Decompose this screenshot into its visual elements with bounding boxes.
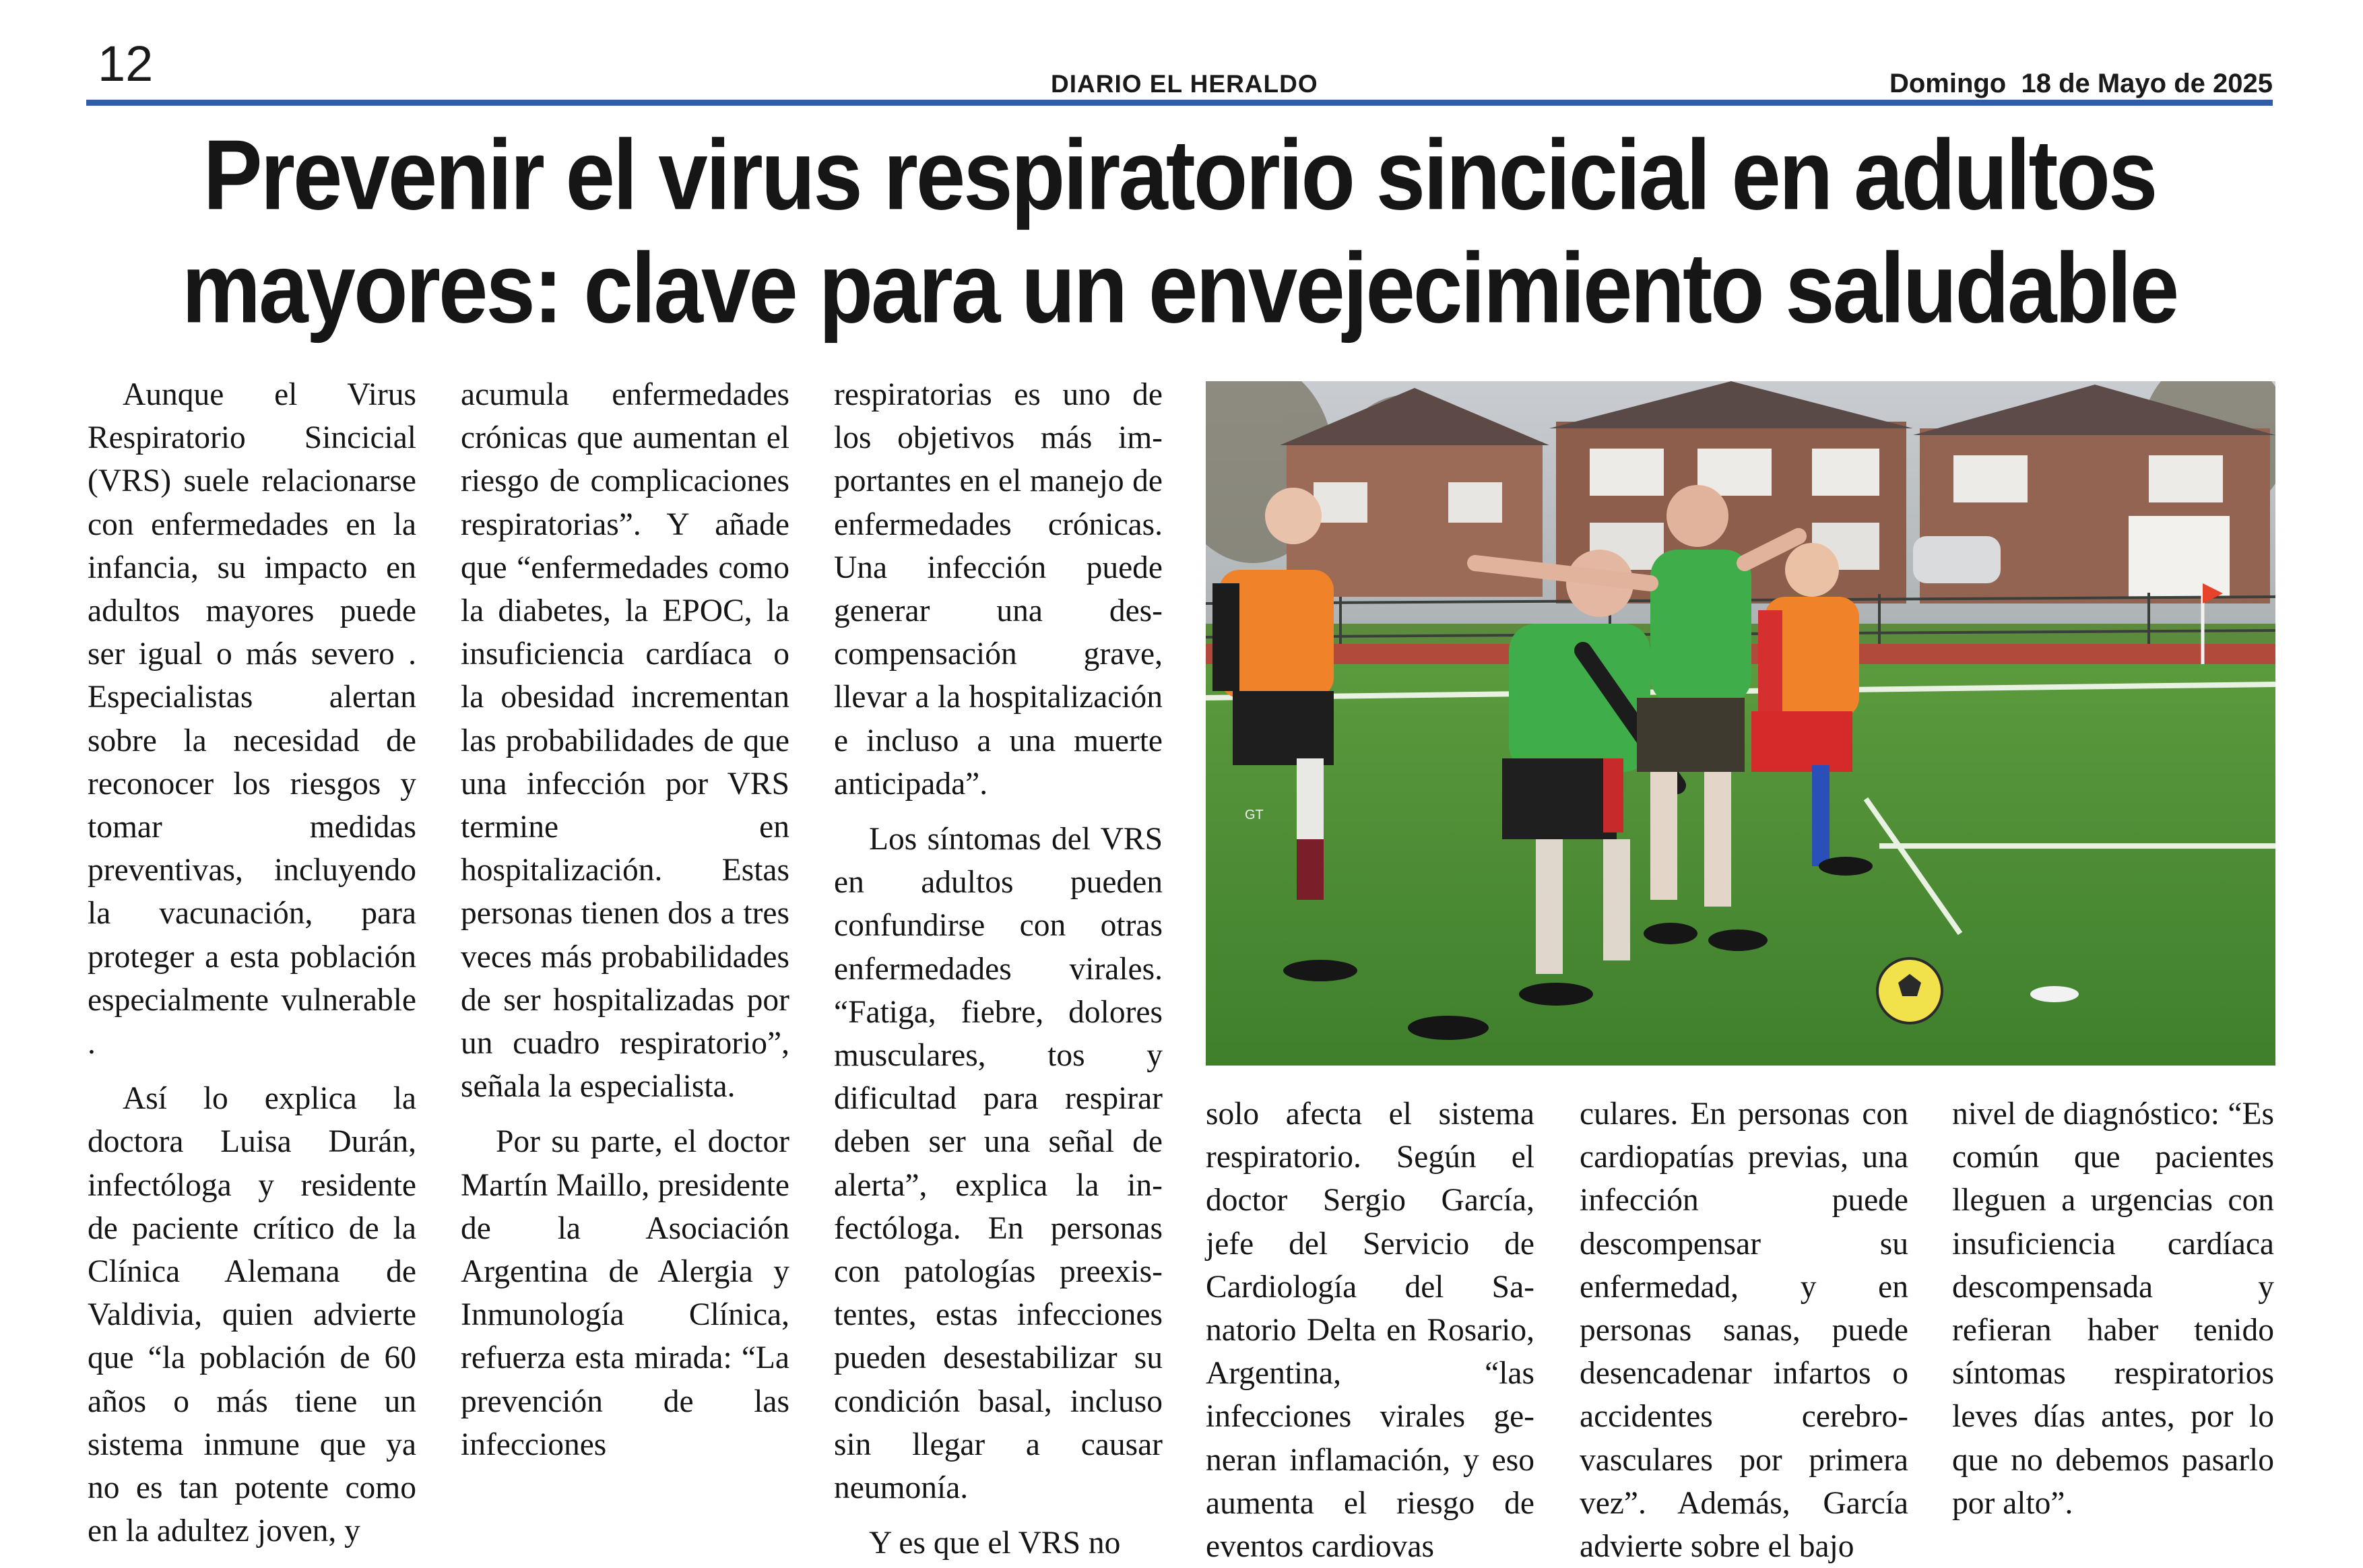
paragraph: Aunque el Virus Respiratorio Sincicial (VRS) suele relacionarse con enfermedades en la infancia, su impacto en adultos mayores puede ser igual o más severo . Especialistas alertan sobre la necesidad de reconocer los riesgos y tomar medidas preventivas, incluyendo la vacunación, para proteger a esta población especialmente vulnerable . xyxy=(88,377,416,1061)
jersey-text: GT xyxy=(1245,808,1264,822)
article-column-3 xyxy=(834,373,1163,1565)
newspaper-name: DIARIO EL HERALDO xyxy=(1051,70,1318,98)
headline-line-2: mayores: clave para un envejecimiento saludable xyxy=(181,232,2178,344)
page-number: 12 xyxy=(98,36,154,92)
article-column-1 xyxy=(88,373,416,1553)
article-column-4 xyxy=(1206,1092,1534,1568)
background-houses xyxy=(1280,381,2275,603)
paragraph: solo afecta el sistema respiratorio. Según el doctor Sergio García, jefe del Servicio de Cardiología del Sanatorio Delta en Rosario, Argentina, “las infecciones virales generan inflamación, y eso aumenta el riesgo de eventos cardiovas xyxy=(1206,1097,1534,1565)
paragraph: Por su parte, el doctor Martín Maillo, presidente de la Asociación Argentina de Alergia y Inmunología Clínica, refuerza esta mirada: “La prevención de las infecciones xyxy=(461,1124,789,1462)
football xyxy=(1877,958,1942,1023)
article-column-2 xyxy=(461,373,789,1466)
paragraph: acumula enfermedades crónicas que aumentan el riesgo de complicaciones respiratorias”. Y añade que “enfermedades como la diabetes, la EPOC, la insuficiencia cardíaca o la obesidad incrementan las probabilidades de que una infección por VRS termine en hospitalización. Estas personas tienen dos a tres veces más probabilidades de ser hospitalizadas por un cuadro respiratorio”, señala la especialista. xyxy=(461,377,789,1105)
paragraph: Así lo explica la doctora Luisa Durán, infectóloga y residente de paciente crítico de la Clínica Alemana de Valdivia, quien advierte que “la población de 60 años o más tiene un sistema inmune que ya no es tan potente como en la adultez joven, y xyxy=(88,1081,416,1549)
headline xyxy=(86,119,2273,345)
article-column-5 xyxy=(1580,1092,1908,1568)
issue-date: Domingo 18 de Mayo de 2025 xyxy=(1889,69,2273,98)
paragraph: nivel de diagnóstico: “Es común que pacientes lleguen a urgencias con insuficiencia cardíaca descompensada y refieran haber tenido síntomas respiratorios leves días antes, por lo que no debemos pasarlo por alto”. xyxy=(1952,1097,2274,1521)
article-column-6 xyxy=(1952,1092,2274,1525)
paragraph: culares. En personas con cardiopatías previas, una infección puede descompensar su enfermedad, y en personas sanas, puede desencadenar infartos o accidentes cerebrovasculares por primera vez”. Además, García advierte sobre el bajo xyxy=(1580,1097,1908,1565)
paragraph: Los síntomas del VRS en adultos pueden confundirse con otras enfermedades virales. “Fatiga, fiebre, dolores musculares, tos y dificultad para respirar deben ser una señal de alerta”, explica la infectóloga. En personas con patologías preexistentes, estas infecciones pueden desestabilizar su condición basal, incluso sin llegar a causar neumonía. xyxy=(834,822,1163,1506)
headline-line-1: Prevenir el virus respiratorio sincicial en adultos xyxy=(203,119,2156,230)
paragraph: respiratorias es uno de los objetivos más importantes en el manejo de enfermedades crónicas. Una infección puede generar una descompensación grave, llevar a la hospitalización e incluso a una muerte anticipada”. xyxy=(834,377,1163,802)
article-photo xyxy=(1206,381,2275,1066)
header-rule xyxy=(86,100,2273,106)
paragraph: Y es que el VRS no xyxy=(869,1526,1121,1561)
